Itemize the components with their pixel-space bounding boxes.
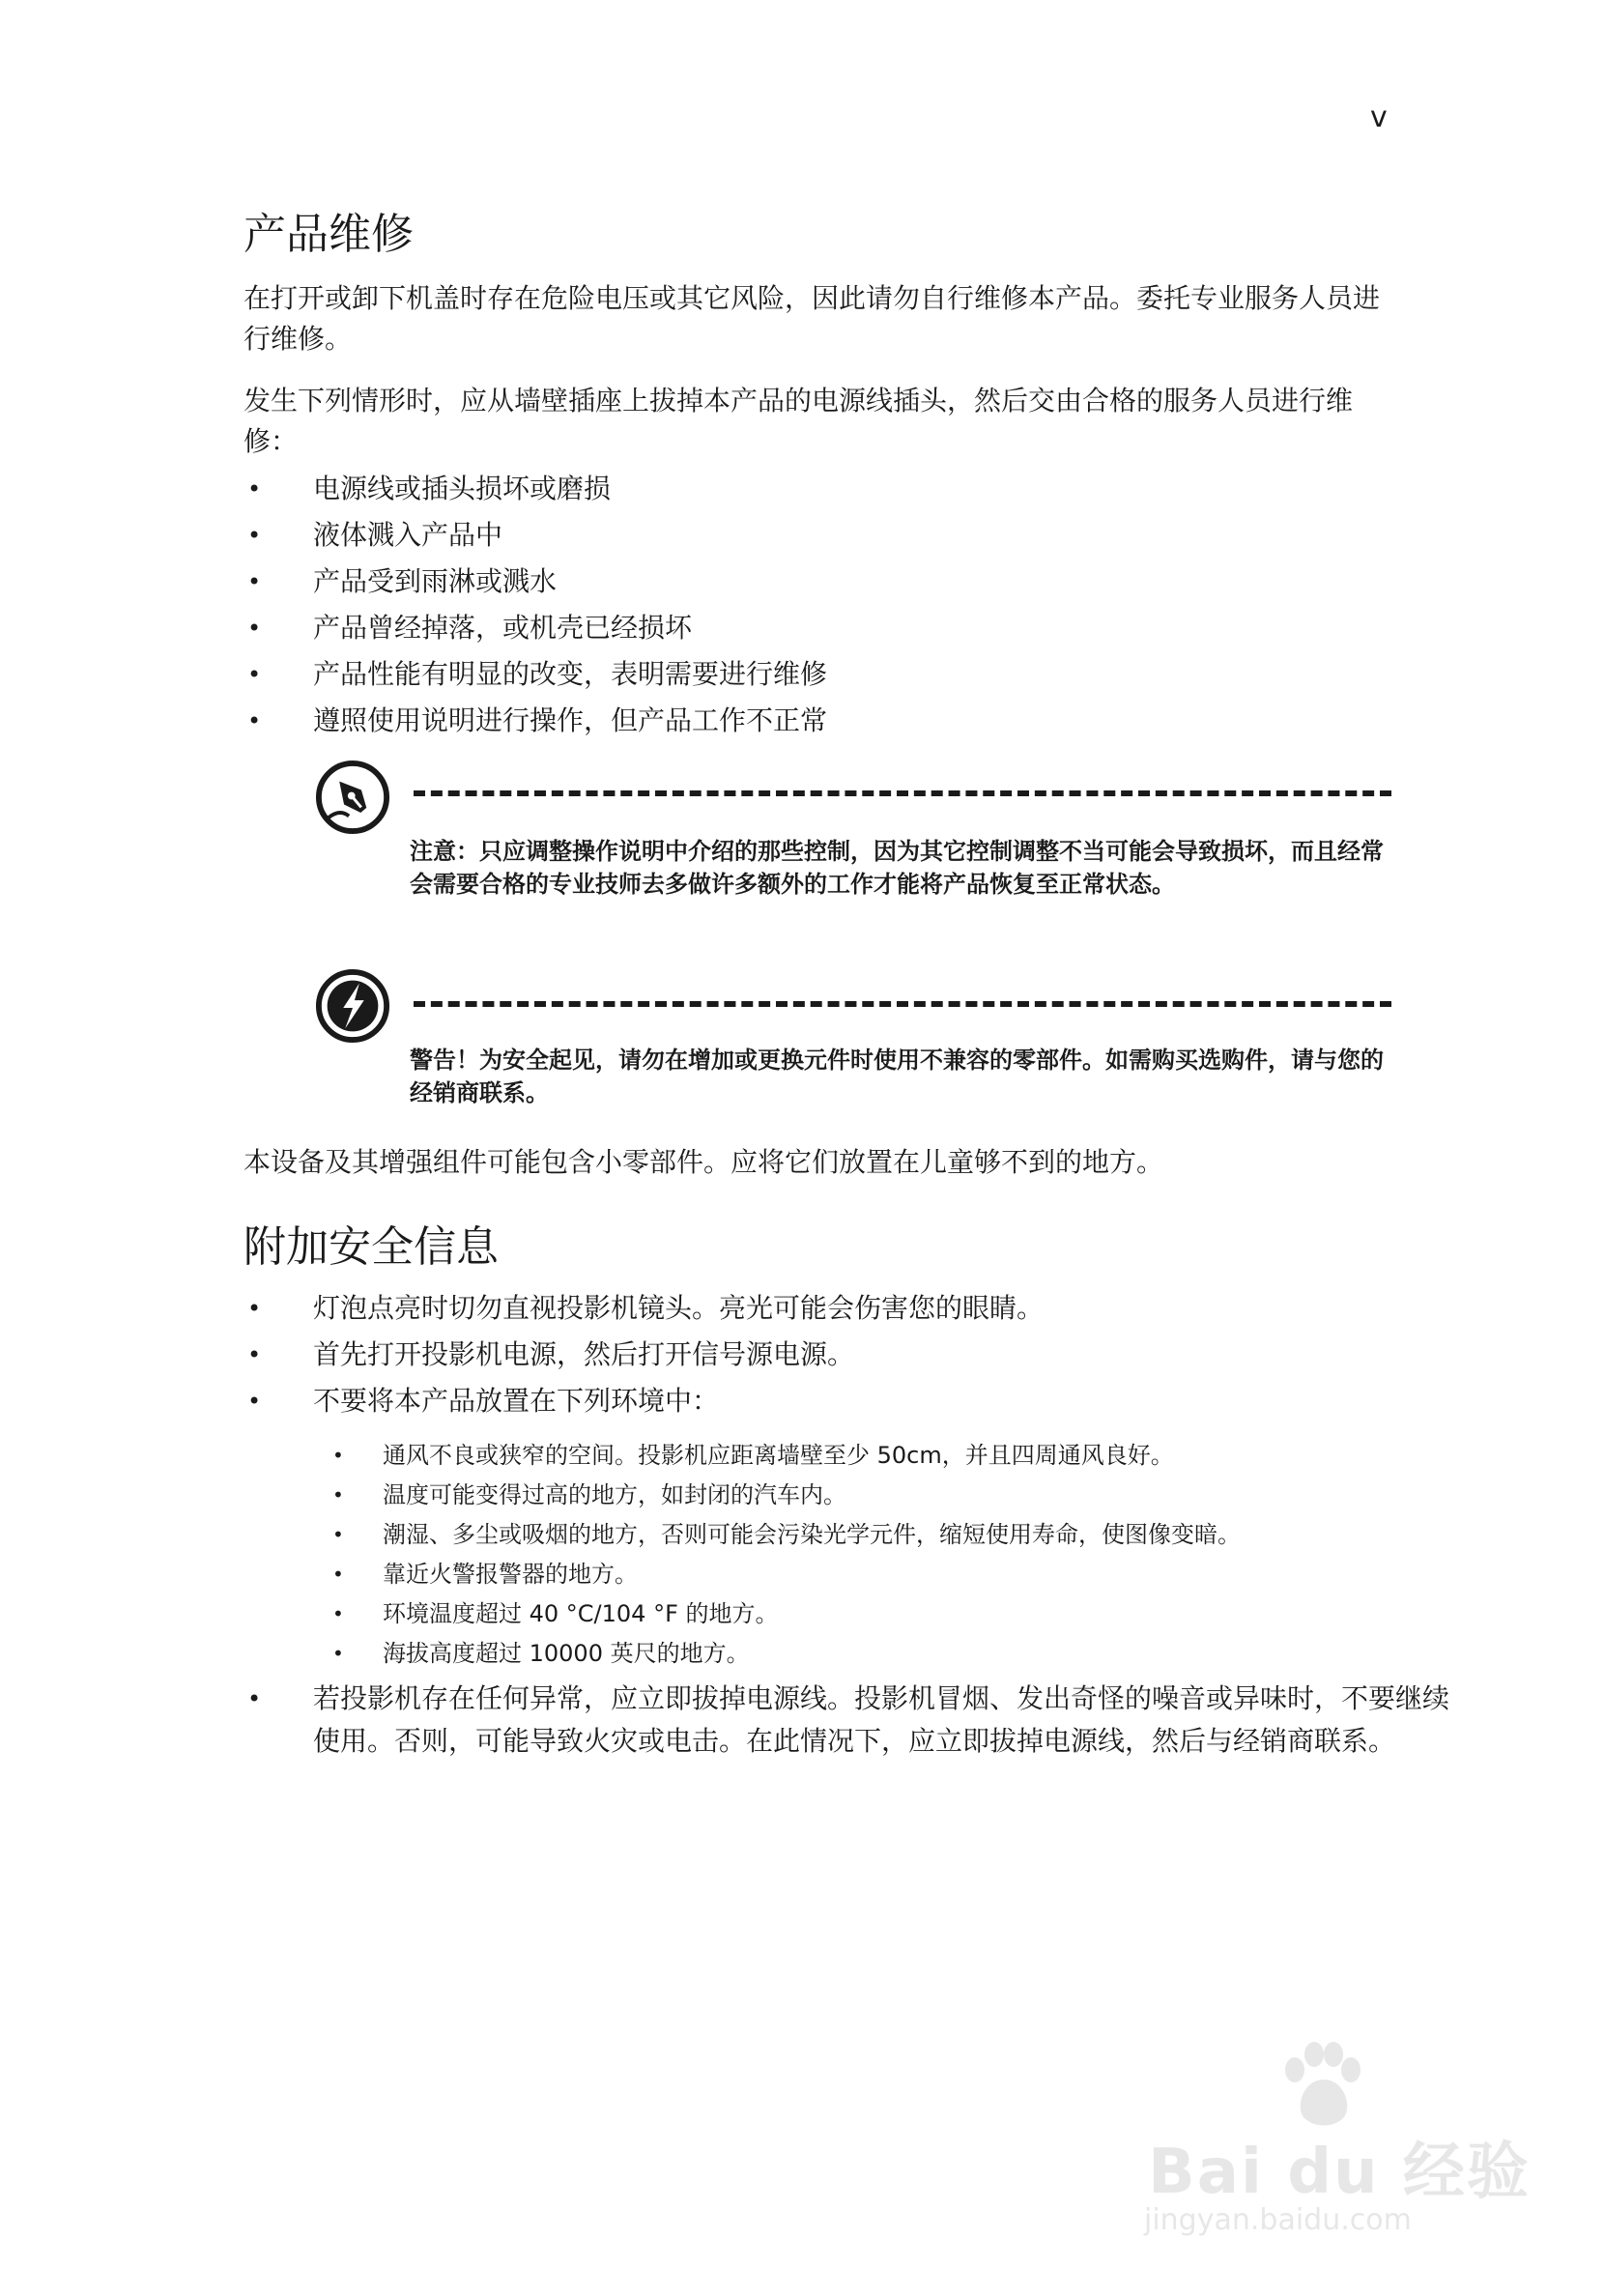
list-item: • 海拔高度超过 10000 英尺的地方。: [329, 1634, 1391, 1674]
abnormal-operation-text: 若投影机存在任何异常，应立即拔掉电源线。投影机冒烟、发出奇怪的噪音或异味时，不要继续使用。否则，可能导致火灾或电击。在此情况下，应立即拔掉电源线，然后与经销商联系。: [313, 1682, 1450, 1757]
list-item: [243, 1678, 1453, 1763]
bullet-icon: •: [247, 707, 262, 734]
list-item: • 灯泡点亮时切勿直视投影机镜头。亮光可能会伤害您的眼睛。: [243, 1285, 1393, 1332]
list-item: • 产品性能有明显的改变，表明需要进行维修: [243, 651, 1393, 698]
list-item: • 靠近火警报警器的地方。: [329, 1555, 1391, 1594]
watermark-url: jingyan.baidu.com: [1144, 2203, 1412, 2237]
bullet-icon: •: [332, 1563, 344, 1586]
list-item: • 温度可能变得过高的地方，如封闭的汽车内。: [329, 1476, 1391, 1515]
service-paragraph-1: 在打开或卸下机盖时存在危险电压或其它风险，因此请勿自行维修本产品。委托专业服务人员进行维修。: [243, 282, 1381, 355]
safety-list: [243, 1285, 1393, 1424]
bullet-icon: •: [332, 1483, 344, 1507]
list-item: • 通风不良或狭窄的空间。投影机应距离墙壁至少 50cm，并且四周通风良好。: [329, 1436, 1391, 1476]
environment-sub-list: [329, 1436, 1391, 1674]
baidu-watermark: [1129, 2041, 1531, 2244]
lightning-icon: [315, 968, 390, 1044]
list-item: • 液体溅入产品中: [243, 512, 1393, 559]
list-item: • 产品受到雨淋或溅水: [243, 559, 1393, 605]
bullet-icon: •: [247, 1295, 262, 1322]
paw-icon: [1274, 2041, 1370, 2130]
bullet-icon: •: [247, 1685, 262, 1712]
list-item: • 遵照使用说明进行操作，但产品工作不正常: [243, 698, 1393, 744]
section-title-product-service: 产品维修: [243, 210, 414, 259]
note-divider: [414, 790, 1391, 796]
bullet-icon: •: [247, 1341, 262, 1368]
list-item: • 电源线或插头损坏或磨损: [243, 466, 1393, 512]
bullet-icon: •: [332, 1523, 344, 1546]
service-paragraph-2: 发生下列情形时，应从墙壁插座上拔掉本产品的电源线插头，然后交由合格的服务人员进行维修：: [243, 385, 1354, 457]
list-item: • 首先打开投影机电源，然后打开信号源电源。: [243, 1332, 1393, 1378]
bullet-icon: •: [247, 661, 262, 688]
pen-nib-icon: [315, 760, 390, 835]
bullet-icon: •: [247, 1388, 262, 1415]
warning-divider: [414, 1001, 1391, 1007]
bullet-icon: •: [332, 1444, 344, 1467]
bullet-icon: •: [247, 522, 262, 549]
service-conditions-list: [243, 466, 1393, 744]
list-item: • 环境温度超过 40 °C/104 °F 的地方。: [329, 1594, 1391, 1634]
list-item: • 潮湿、多尘或吸烟的地方，否则可能会污染光学元件，缩短使用寿命，使图像变暗。: [329, 1515, 1391, 1555]
bullet-icon: •: [247, 475, 262, 502]
warning-text: 警告！为安全起见，请勿在增加或更换元件时使用不兼容的零部件。如需购买选购件，请与您的经销商联系。: [410, 1047, 1384, 1106]
bullet-icon: •: [247, 615, 262, 642]
watermark-brand: Bai du 经验: [1148, 2137, 1531, 2208]
bullet-icon: •: [247, 568, 262, 595]
small-parts-paragraph: 本设备及其增强组件可能包含小零部件。应将它们放置在儿童够不到的地方。: [243, 1146, 1164, 1178]
list-item: • 产品曾经掉落，或机壳已经损坏: [243, 605, 1393, 651]
page-number: v: [1370, 100, 1388, 134]
note-text: 注意：只应调整操作说明中介绍的那些控制，因为其它控制调整不当可能会导致损坏，而且经常会需要合格的专业技师去多做许多额外的工作才能将产品恢复至正常状态。: [410, 838, 1384, 898]
section-title-additional-safety: 附加安全信息: [243, 1222, 499, 1272]
list-item: • 不要将本产品放置在下列环境中：: [243, 1378, 1393, 1424]
bullet-icon: •: [332, 1642, 344, 1665]
bullet-icon: •: [332, 1602, 344, 1625]
